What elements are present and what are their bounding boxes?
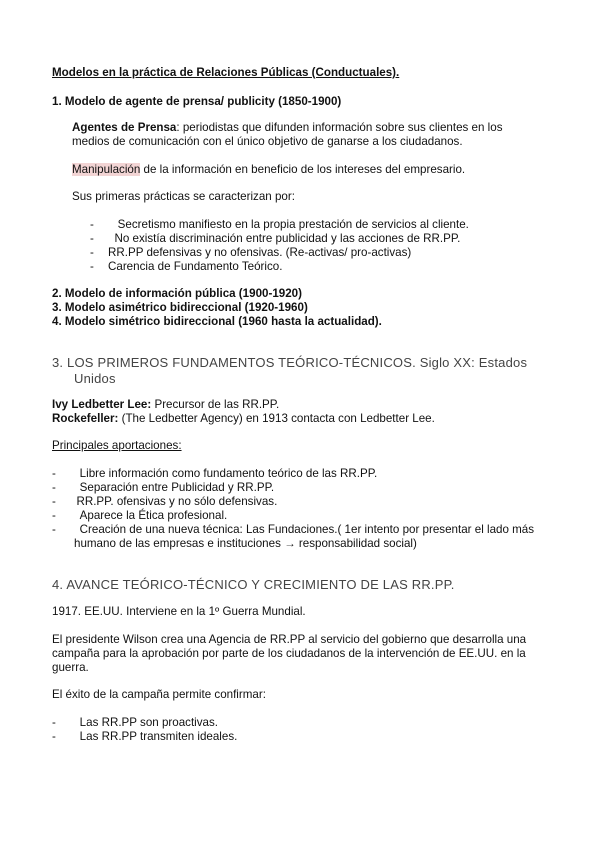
section-3-heading-line2: Unidos [74, 371, 116, 386]
press-agents-term: Agentes de Prensa [72, 121, 177, 134]
press-agents-definition-line1 [72, 121, 503, 135]
ivy-lee-term: Ivy Ledbetter Lee: [52, 398, 152, 411]
contributions-heading: Principales aportaciones: [52, 439, 182, 452]
manipulation-term-highlight: Manipulación [72, 163, 141, 176]
section-4-heading: 4. AVANCE TEÓRICO-TÉCNICO Y CRECIMIENTO DE LAS RR.PP. [52, 577, 455, 592]
list-item-continuation: humano de las empresas e instituciones → responsabilidad social) [74, 537, 417, 550]
paragraph-wilson-line2: campaña para la aprobación por parte de los ciudadanos de la intervención de EE.UU. en la [52, 647, 526, 660]
model-2-heading: 2. Modelo de información pública (1900-1920) [52, 287, 302, 300]
paragraph-wilson-line3: guerra. [52, 661, 89, 674]
paragraph-1917: 1917. EE.UU. Interviene en la 1º Guerra Mundial. [52, 605, 306, 618]
rockefeller-line: Rockefeller: (The Ledbetter Agency) en 1913 contacta con Ledbetter Lee. [52, 412, 435, 425]
press-agents-text: : periodistas que difunden información sobre sus clientes en los [176, 121, 503, 134]
list-item: - RR.PP defensivas y no ofensivas. (Re-activas/ pro-activas) [90, 246, 412, 259]
practices-intro: Sus primeras prácticas se caracterizan por: [72, 190, 295, 203]
list-item: - Libre información como fundamento teórico de las RR.PP. [52, 467, 378, 480]
list-item: - RR.PP. ofensivas y no sólo defensivas. [52, 495, 278, 508]
list-item: - Creación de una nueva técnica: Las Fundaciones.( 1er intento por presentar el lado más [52, 523, 535, 536]
list-item: - Las RR.PP transmiten ideales. [52, 730, 238, 743]
list-item: - Las RR.PP son proactivas. [52, 716, 219, 729]
list-item: - No existía discriminación entre publicidad y las acciones de RR.PP. [90, 232, 461, 245]
press-agents-definition-line2: medios de comunicación con el único objetivo de ganarse a los ciudadanos. [72, 135, 463, 148]
document-title: Modelos en la práctica de Relaciones Públicas (Conductuales). [52, 66, 400, 79]
model-1-heading: 1. Modelo de agente de prensa/ publicity (1850-1900) [52, 95, 342, 108]
list-item: - Aparece la Ética profesional. [52, 509, 228, 522]
model-3-heading: 3. Modelo asimétrico bidireccional (1920-1960) [52, 301, 308, 314]
paragraph-wilson-line1: El presidente Wilson crea una Agencia de RR.PP al servicio del gobierno que desarrolla una [52, 633, 527, 646]
ivy-lee-line: Ivy Ledbetter Lee: Precursor de las RR.PP. [52, 398, 280, 411]
paragraph-success: El éxito de la campaña permite confirmar: [52, 688, 266, 701]
section-3-heading-line1: 3. LOS PRIMEROS FUNDAMENTOS TEÓRICO-TÉCNICOS. Siglo XX: Estados [52, 355, 528, 370]
list-item: - Separación entre Publicidad y RR.PP. [52, 481, 275, 494]
manipulation-text: de la información en beneficio de los intereses del empresario. [140, 163, 466, 176]
list-item: - Carencia de Fundamento Teórico. [90, 260, 283, 273]
manipulation-line [72, 163, 465, 177]
rockefeller-term: Rockefeller: [52, 412, 119, 425]
list-item: - Secretismo manifiesto en la propia prestación de servicios al cliente. [90, 218, 469, 231]
model-4-heading: 4. Modelo simétrico bidireccional (1960 hasta la actualidad). [52, 315, 382, 328]
